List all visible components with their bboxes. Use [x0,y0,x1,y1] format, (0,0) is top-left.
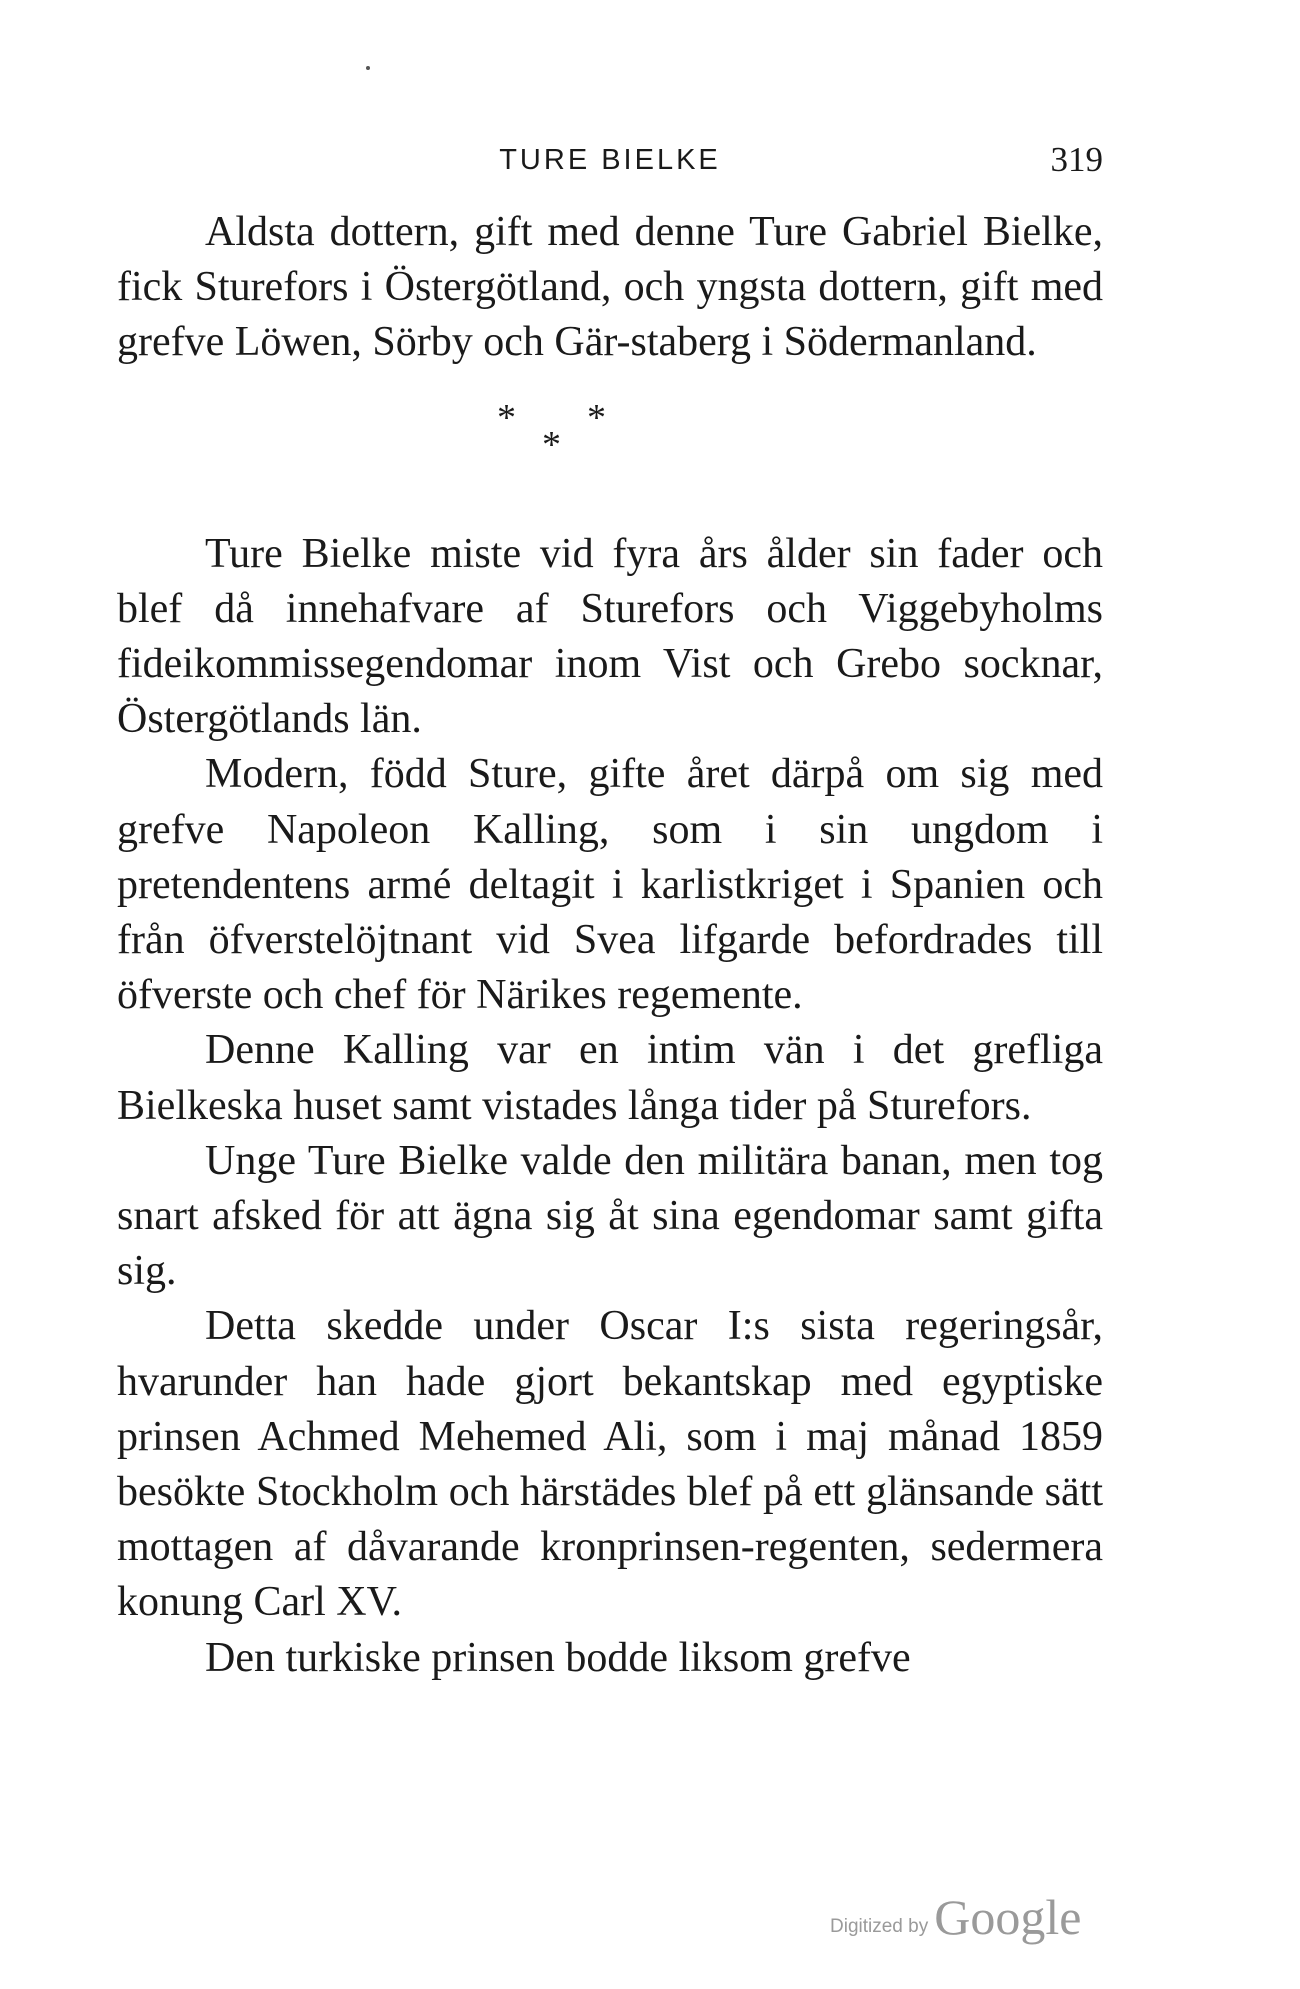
paragraph-3: Modern, född Sture, gifte året därpå om sig med grefve Napoleon Kalling, som i sin ungdom i pretendentens armé deltagit i karlistkriget i Spanien och från öfverstelöjtnant vid Svea lifgarde befordrades till öfverste och chef för Närikes regemente. [117,751,1103,1019]
section-star: * [587,396,606,439]
section-star: * [542,423,561,466]
paragraph-2: Ture Bielke miste vid fyra års ålder sin fader och blef då innehafvare af Sturefors och Viggebyholms fideikommissegendomar inom Vist och Grebo socknar, Östergötlands län. [117,530,1103,743]
page-body [117,205,1103,1686]
paragraph-6: Detta skedde under Oscar I:s sista regeringsår, hvarunder han hade gjort bekantskap med egyptiske prinsen Achmed Mehemed Ali, som i maj månad 1859 besökte Stockholm och härstädes blef på ett glänsande sätt mottagen af dåvarande kronprinsen-regenten, sedermera konung Carl XV. [117,1303,1103,1626]
digitized-watermark [830,1888,1081,1946]
section-break [117,371,1103,527]
running-head: TURE BIELKE [499,144,721,176]
paragraph-7: Den turkiske prinsen bodde liksom grefve [205,1634,911,1681]
page-header [117,136,1103,186]
paragraph-1: Aldsta dottern, gift med denne Ture Gabriel Bielke, fick Sturefors i Östergötland, och yngsta dottern, gift med grefve Löwen, Sörby och Gär-staberg i Södermanland. [117,209,1103,366]
section-star: * [497,396,516,439]
watermark-prefix: Digitized by [830,1916,929,1937]
paragraph-4: Denne Kalling var en intim vän i det grefliga Bielkeska huset samt vistades långa tider på Sturefors. [117,1027,1103,1129]
paragraph-5: Unge Ture Bielke valde den militära banan, men tog snart afsked för att ägna sig åt sina egendomar samt gifta sig. [117,1137,1103,1295]
page-number: 319 [1050,140,1103,179]
google-logo: Google [934,1889,1082,1945]
speck-mark [366,66,370,70]
